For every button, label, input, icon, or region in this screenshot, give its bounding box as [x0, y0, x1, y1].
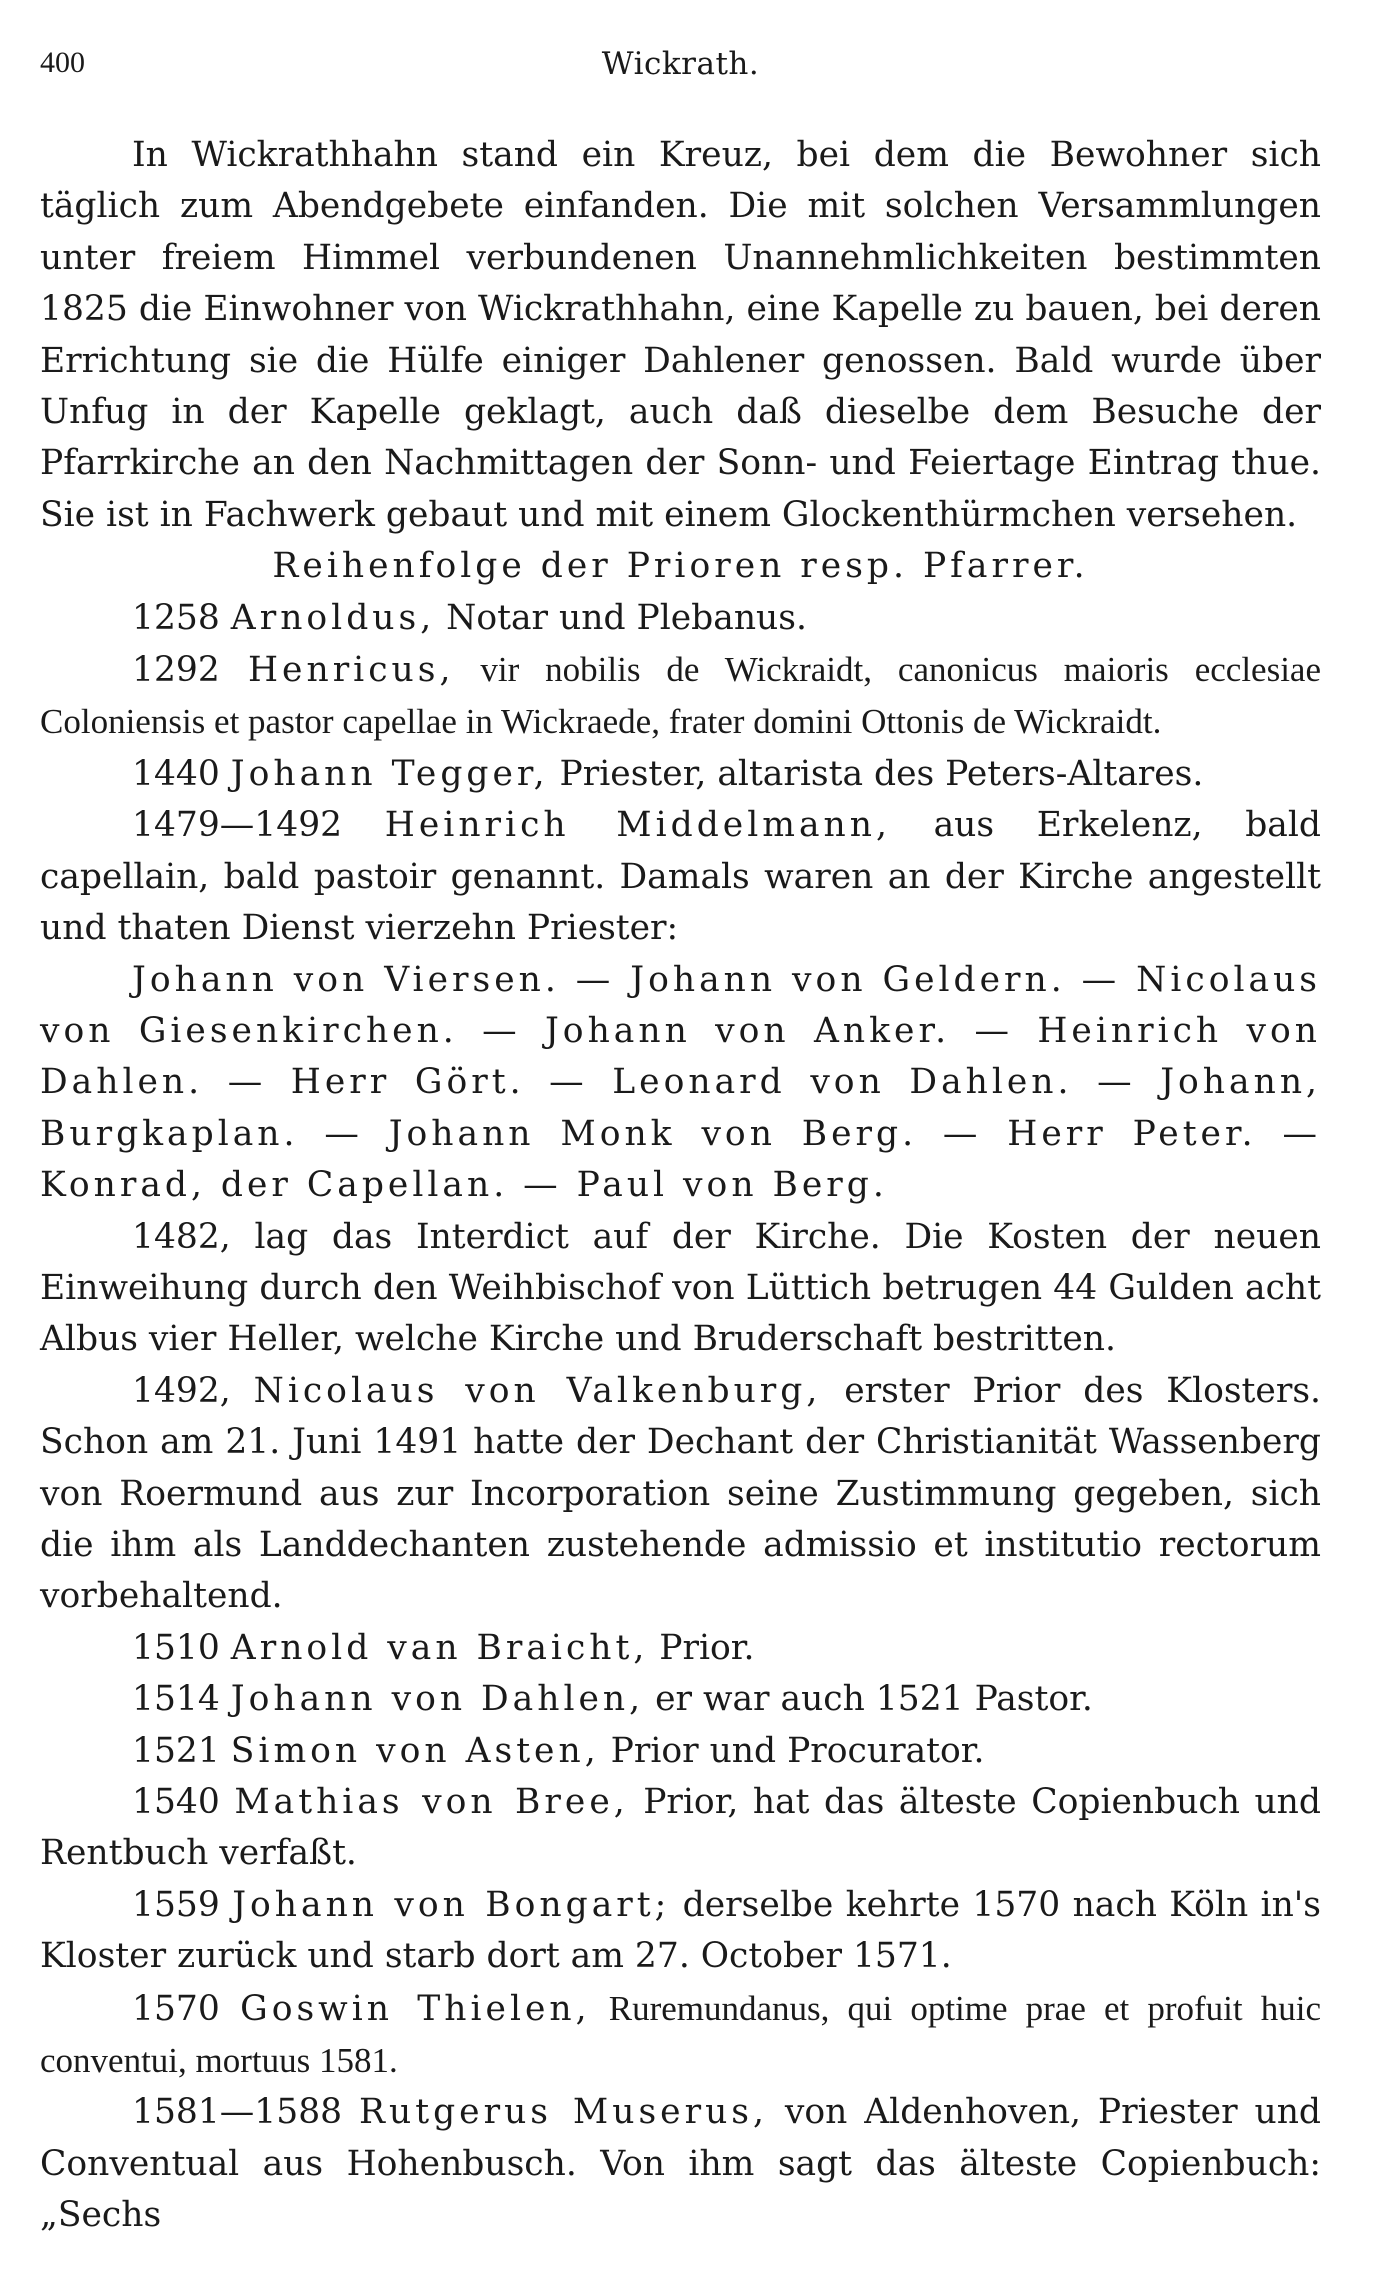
entry-name: Johann von Bongart; [232, 1884, 671, 1925]
entry-1514 [40, 1674, 1321, 1725]
entry-year: 1258 [132, 597, 220, 638]
entry-1482 [40, 1212, 1321, 1366]
entry-name: Goswin Thielen, [240, 1988, 591, 2029]
entry-name: Arnoldus, [230, 597, 436, 638]
entry-text: er war auch 1521 Pastor. [644, 1679, 1093, 1720]
entry-text: Priester, altarista des Peters-Altares. [548, 753, 1204, 794]
entry-year: 1440 [132, 753, 220, 794]
entry-1479 [40, 800, 1321, 954]
entry-name: Johann Tegger, [230, 753, 549, 794]
entry-text: Prior, hat das älteste Copienbuch und Rentbuch verfaßt. [40, 1782, 1321, 1874]
entry-year: 1540 [132, 1782, 220, 1822]
entry-text: derselbe kehrte 1570 nach Köln in's Kloster zurück und starb dort am 27. October 1571. [40, 1884, 1321, 1977]
entry-text: vir nobilis de Wickraidt, canonicus maioris ecclesiae Coloniensis et pastor capellae in Wickraede, frater domini Ottonis de Wickraidt. [40, 650, 1321, 742]
entry-year: 1292 [132, 650, 220, 691]
page-number: 400 [40, 46, 85, 79]
page-header [40, 38, 1321, 94]
entry-1559 [40, 1880, 1321, 1983]
entry-1440 [40, 749, 1321, 800]
priest-list: Johann von Viersen. — Johann von Geldern. — Nicolaus von Giesenkirchen. — Johann von Anker. — Heinrich von Dahlen. — Herr Gört. — Leonard von Dahlen. — Johann, Burgkaplan. — Johann Monk von Berg. — Herr Peter. — Konrad, der Capellan. — Paul von Berg. [40, 959, 1321, 1206]
entry-year: 1570 [132, 1988, 220, 2029]
entry-year: 1521 [132, 1730, 220, 1771]
entry-name: Nicolaus von Valkenburg, [253, 1370, 822, 1411]
entry-1521 [40, 1726, 1321, 1777]
entry-text: von Aldenhoven, Priester und Conventual aus Hohenbusch. Von ihm sagt das älteste Copienbuch: „Sechs [40, 2092, 1321, 2236]
entry-name: Simon von Asten, [230, 1730, 600, 1771]
entry-name: Mathias von Bree, [234, 1782, 629, 1822]
entry-name: Arnold van Braicht, [230, 1627, 649, 1668]
entry-name: Johann von Dahlen, [230, 1679, 645, 1720]
entry-1581 [40, 2087, 1321, 2241]
entry-name: Heinrich Middelmann, [384, 805, 891, 846]
entry-year: 1479—1492 [132, 805, 343, 846]
entry-text: aus Erkelenz, bald capellain, bald pastoir genannt. Damals waren an der Kirche angestellt und thaten Dienst vierzehn Priester: [40, 805, 1321, 949]
entry-year: 1581—1588 [132, 2092, 343, 2133]
entry-year: 1482, [132, 1216, 231, 1257]
entry-year: 1559 [132, 1884, 220, 1925]
entry-1292 [40, 644, 1321, 749]
entry-text: lag das Interdict auf der Kirche. Die Kosten der neuen Einweihung durch den Weihbischof von Lüttich betrugen 44 Gulden acht Albus vier Heller, welche Kirche und Bruderschaft bestritten. [40, 1216, 1321, 1360]
entry-year: 1510 [132, 1627, 220, 1668]
entry-year: 1492, [132, 1370, 231, 1411]
body-text [40, 130, 1321, 2242]
entry-text: Prior. [648, 1627, 755, 1668]
section-heading: Reihenfolge der Prioren resp. Pfarrer. [272, 546, 1089, 587]
entry-year: 1514 [132, 1679, 220, 1720]
entry-text: Notar und Plebanus. [435, 597, 807, 638]
running-head: Wickrath. [601, 46, 760, 82]
entry-text: Prior und Procurator. [599, 1730, 985, 1771]
entry-name: Rutgerus Muserus, [359, 2092, 768, 2133]
entry-text: Ruremundanus, qui optime prae et profuit huic conventui, mortuus 1581. [40, 1988, 1321, 2081]
entry-1510 [40, 1623, 1321, 1674]
entry-1492 [40, 1366, 1321, 1623]
intro-paragraph: In Wickrathhahn stand ein Kreuz, bei dem die Bewohner sich täglich zum Abendgebete einfanden. Die mit solchen Versammlungen unter freiem Himmel verbundenen Unannehmlichkeiten bestimmten 1825 die Einwohner von Wickrathhahn, eine Kapelle zu bauen, bei deren Errichtung sie die Hülfe einiger Dahlener genossen. Bald wurde über Unfug in der Kapelle geklagt, auch daß dieselbe dem Besuche der Pfarrkirche an den Nachmittagen der Sonn- und Feiertage Eintrag thue. Sie ist in Fachwerk gebaut und mit einem Glockenthürmchen versehen. [40, 135, 1321, 535]
entry-1258 [40, 593, 1321, 644]
entry-1540 [40, 1777, 1321, 1880]
entry-name: Henricus, [247, 650, 455, 691]
entry-text: erster Prior des Klosters. Schon am 21. Juni 1491 hatte der Dechant der Christianität Wassenberg von Roermund aus zur Incorporation seine Zustimmung gegeben, sich die ihm als Landdechanten zustehende admissio et institutio rectorum vorbehaltend. [40, 1370, 1322, 1617]
entry-1570 [40, 1983, 1321, 2088]
